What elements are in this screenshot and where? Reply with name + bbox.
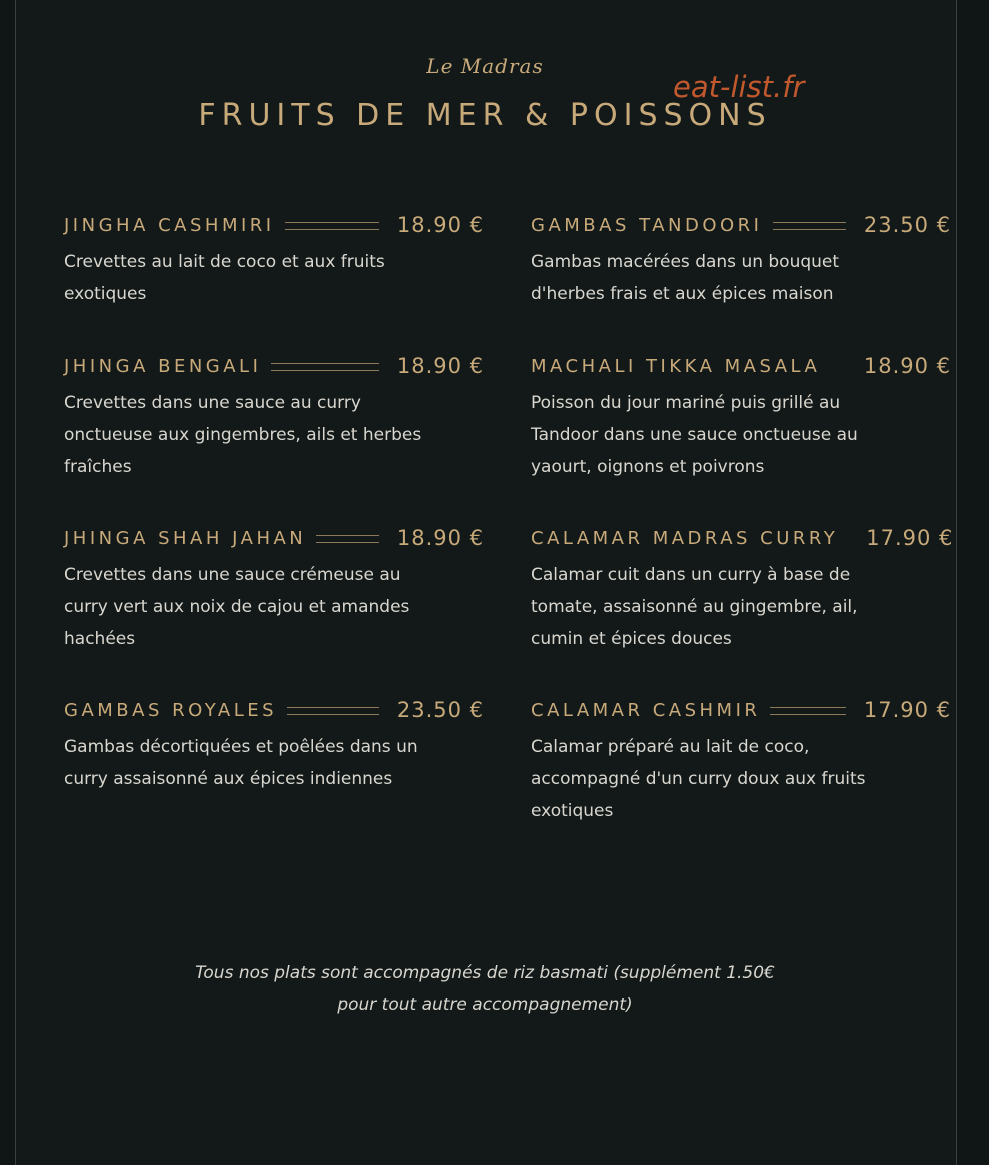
menu-item-calamar-cashmir — [531, 695, 951, 827]
menu-item-machali-tikka-masala — [531, 351, 951, 483]
menu-item-name: CALAMAR CASHMIR — [531, 699, 761, 721]
menu-item-price: 17.90 € — [866, 526, 954, 550]
frame-right-border — [956, 0, 957, 1165]
menu-item-name: JHINGA BENGALI — [64, 355, 262, 377]
menu-item-description: Calamar préparé au lait de coco, accompagné d'un curry doux aux fruits exotiques — [531, 737, 866, 821]
menu-item-gambas-tandoori — [531, 210, 951, 310]
divider-rule — [316, 535, 379, 543]
menu-item-description: Calamar cuit dans un curry à base de tomate, assaisonné au gingembre, ail, cumin et épices douces — [531, 565, 858, 649]
menu-item-name: JINGHA CASHMIRI — [64, 214, 275, 236]
menu-item-gambas-royales — [64, 695, 484, 795]
menu-item-price: 18.90 € — [863, 354, 951, 378]
section-title: FRUITS DE MER & POISSONS — [198, 98, 772, 133]
menu-item-name: MACHALI TIKKA MASALA — [531, 355, 821, 377]
menu-item-price: 23.50 € — [396, 698, 484, 722]
menu-item-price: 18.90 € — [396, 354, 484, 378]
menu-item-price: 17.90 € — [863, 698, 951, 722]
watermark: eat-list.fr — [673, 70, 805, 104]
menu-item-calamar-madras-curry — [531, 523, 954, 655]
divider-rule — [285, 222, 379, 230]
menu-item-name: GAMBAS ROYALES — [64, 699, 278, 721]
menu-item-description: Crevettes dans une sauce crémeuse au curry vert aux noix de cajou et amandes hachées — [64, 565, 410, 649]
menu-item-description: Gambas macérées dans un bouquet d'herbes frais et aux épices maison — [531, 252, 840, 304]
divider-rule — [287, 707, 379, 715]
menu-item-name: JHINGA SHAH JAHAN — [64, 527, 307, 549]
menu-item-jingha-cashmiri — [64, 210, 484, 310]
divider-rule — [271, 363, 378, 371]
menu-item-description: Poisson du jour mariné puis grillé au Tandoor dans une sauce onctueuse au yaourt, oignons et poivrons — [531, 393, 858, 477]
divider-rule — [773, 222, 846, 230]
menu-item-jhinga-bengali — [64, 351, 484, 483]
menu-item-price: 18.90 € — [396, 526, 484, 550]
menu-item-description: Gambas décortiquées et poêlées dans un curry assaisonné aux épices indiennes — [64, 737, 418, 789]
menu-item-description: Crevettes au lait de coco et aux fruits exotiques — [64, 252, 385, 304]
menu-item-price: 23.50 € — [863, 213, 951, 237]
divider-rule — [770, 707, 845, 715]
menu-item-jhinga-shah-jahan — [64, 523, 484, 655]
restaurant-name: Le Madras — [426, 54, 544, 78]
footer-note: Tous nos plats sont accompagnés de riz basmati (supplément 1.50€ pour tout autre accompagnement) — [195, 963, 775, 1015]
menu-item-description: Crevettes dans une sauce au curry onctueuse aux gingembres, ails et herbes fraîches — [64, 393, 422, 477]
menu-item-name: CALAMAR MADRAS CURRY — [531, 527, 839, 549]
menu-item-name: GAMBAS TANDOORI — [531, 214, 763, 236]
menu-item-price: 18.90 € — [396, 213, 484, 237]
